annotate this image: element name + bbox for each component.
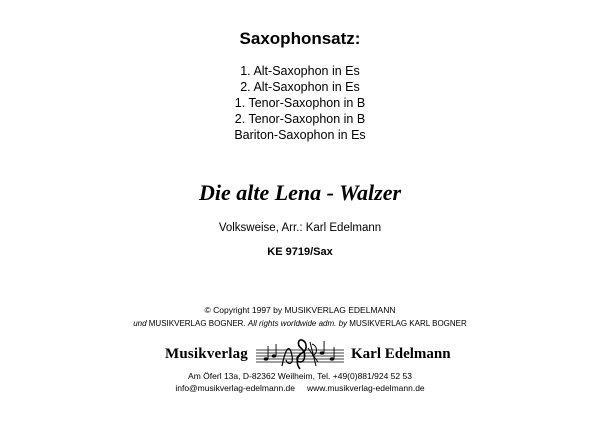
publisher-logo <box>0 336 600 372</box>
section-heading: Saxophonsatz: <box>239 29 361 48</box>
piece-title: Die alte Lena - Walzer <box>198 180 402 205</box>
rights-prefix: und <box>133 319 147 328</box>
address-line: Am Öferl 13a, D-82362 Weilheim, Tel. +49(0)881/924 52 53 <box>188 371 412 381</box>
logo-text-left: Musikverlag <box>164 346 248 362</box>
logo-text-right: Karl Edelmann <box>351 346 451 362</box>
instrument-item: 2. Tenor-Saxophon in B <box>234 112 366 126</box>
rights-notice: All rights worldwide adm. by <box>247 319 348 328</box>
instrument-item: Bariton-Saxophon in Es <box>234 128 366 142</box>
music-emblem-icon <box>252 336 348 372</box>
contact-line <box>0 383 600 394</box>
rights-line <box>0 318 600 329</box>
website-link[interactable]: www.musikverlag-edelmann.de <box>307 383 425 393</box>
email-link[interactable]: info@musikverlag-edelmann.de <box>175 383 296 393</box>
rights-publisher3: MUSIKVERLAG KARL BOGNER <box>347 319 467 328</box>
catalog-number: KE 9719/Sax <box>267 246 333 258</box>
composer-line: Volksweise, Arr.: Karl Edelmann <box>218 222 382 234</box>
rights-publisher2: MUSIKVERLAG BOGNER. <box>146 319 248 328</box>
instrument-item: 1. Alt-Saxophon in Es <box>240 64 360 78</box>
instrument-list <box>0 63 600 143</box>
copyright-line: © Copyright 1997 by MUSIKVERLAG EDELMANN <box>204 305 396 315</box>
instrument-item: 1. Tenor-Saxophon in B <box>234 96 366 110</box>
instrument-item: 2. Alt-Saxophon in Es <box>240 80 360 94</box>
